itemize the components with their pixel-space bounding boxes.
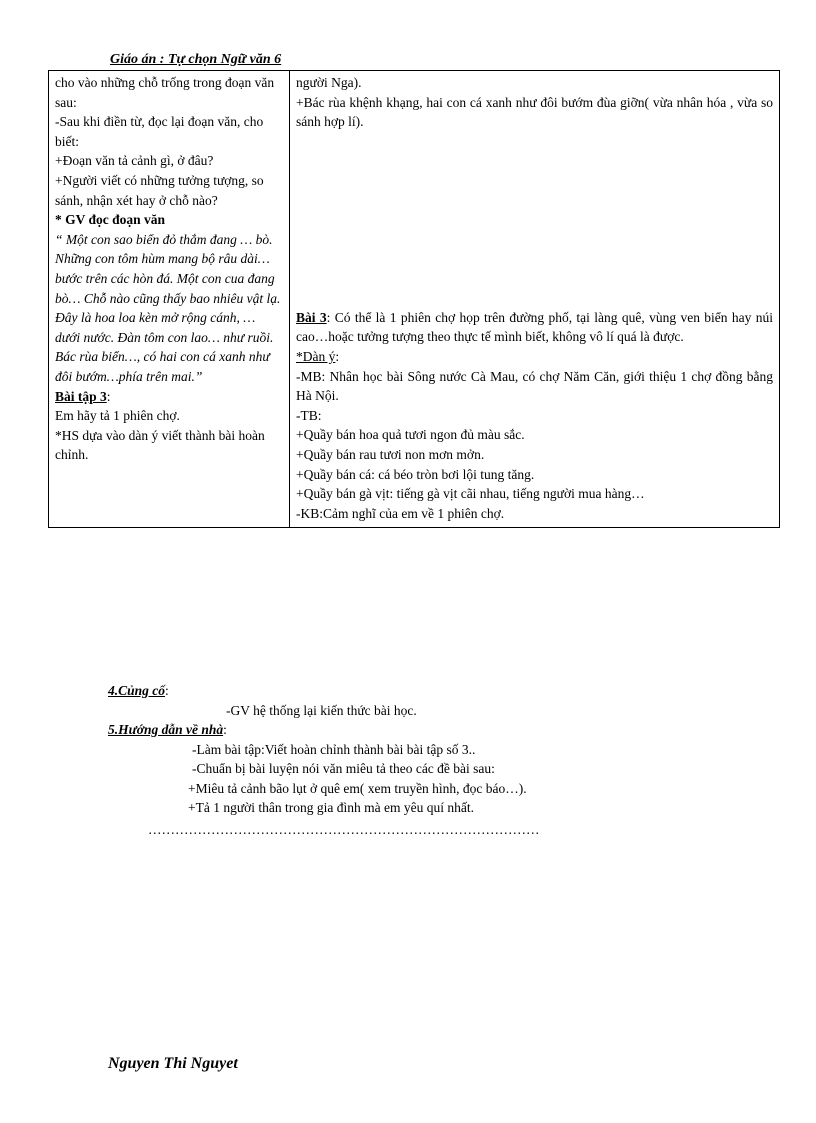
- outline-item: -KB:Cảm nghĩ của em về 1 phiên chợ.: [296, 505, 505, 521]
- table-row: [49, 71, 780, 528]
- passage-text: “ Một con sao biển đỏ thắm đang … bò. Những con tôm hùm mang bộ râu dài… bước trên các hòn đá. Một con cua đang bò… Chỗ nào cũng thấy bao nhiêu vật lạ. Đây là hoa loa kèn mở rộng cánh, … dưới nước. Đàn tôm con lao… như ruồi. Bác rùa biển…, có hai con cá xanh như đôi bướm…phía trên mai.”: [55, 231, 281, 384]
- answer-line: +Bác rùa khệnh khạng, hai con cá xanh như đôi bướm đùa giỡn( vừa nhân hóa , vừa so sánh hợp lí).: [296, 94, 773, 130]
- bai3-label: Bài 3: [296, 309, 327, 325]
- outline-item: -MB: Nhân học bài Sông nước Cà Mau, có chợ Năm Căn, giới thiệu 1 chợ đồng bằng Hà Nội.: [296, 368, 773, 404]
- instruction-line: -Sau khi điền từ, đọc lại đoạn văn, cho biết:: [55, 114, 264, 149]
- outline-item: +Quầy bán hoa quả tươi ngon đủ màu sắc.: [296, 427, 525, 443]
- homework-item: +Miêu tả cảnh bão lụt ở quê em( xem truyền hình, đọc báo…).: [188, 781, 527, 796]
- outline-item: +Quầy bán rau tươi non mơn mởn.: [296, 446, 485, 462]
- answer-line: người Nga).: [296, 75, 362, 90]
- task-line: *HS dựa vào dàn ý viết thành bài hoàn chỉnh.: [55, 427, 265, 463]
- outline-item: +Quầy bán gà vịt: tiếng gà vịt cãi nhau, tiếng người mua hàng…: [296, 486, 645, 502]
- outline-item: +Quầy bán cá: cá béo tròn bơi lội tung tăng.: [296, 466, 535, 482]
- question-line: +Người viết có những tưởng tượng, so sánh, nhận xét hay ở chỗ nào?: [55, 172, 264, 208]
- instruction-line: cho vào những chỗ trống trong đoạn văn sau:: [55, 75, 275, 110]
- homework-title: 5.Hướng dẫn về nhà: [108, 722, 224, 737]
- homework-heading: [108, 720, 227, 740]
- consolidation-title: 4.Củng cố: [108, 683, 166, 698]
- consolidation-text: -GV hệ thống lại kiến thức bài học.: [226, 703, 417, 718]
- exercise-label: Bài tập 3: [55, 388, 107, 404]
- consolidation-heading: [108, 681, 169, 701]
- bai3-paragraph: [296, 308, 773, 347]
- outline-label: *Dàn ý: [296, 348, 336, 364]
- outline-heading: [296, 347, 773, 367]
- author-name: Nguyen Thi Nguyet: [108, 1055, 238, 1072]
- task-line: Em hãy tả 1 phiên chợ.: [55, 408, 180, 424]
- content-column: [290, 71, 780, 528]
- homework-item: -Chuẩn bị bài luyện nói văn miêu tả theo các đề bài sau:: [192, 761, 495, 776]
- question-line: +Đoạn văn tả cảnh gì, ở đâu?: [55, 153, 214, 169]
- homework-item: -Làm bài tập:Viết hoàn chỉnh thành bài bài tập số 3..: [192, 742, 476, 757]
- homework-item: +Tả 1 người thân trong gia đình mà em yêu quí nhất.: [188, 800, 475, 815]
- outline-item: -TB:: [296, 407, 322, 423]
- document-header: Giáo án : Tự chọn Ngữ văn 6: [110, 52, 282, 67]
- exercise-colon: :: [106, 388, 111, 404]
- bai3-text: : Có thể là 1 phiên chợ họp trên đường phố, tại làng quê, vùng ven biển hay núi cao…hoặc tưởng tượng theo thực tế mình biết, không vô lí quá là được.: [296, 309, 773, 345]
- blank-space: [296, 132, 773, 308]
- teacher-activity-column: [49, 71, 290, 528]
- consolidation-colon: :: [165, 683, 169, 698]
- gv-read-heading: * GV đọc đoạn văn: [55, 212, 166, 228]
- exercise-heading: [55, 387, 283, 407]
- outline-colon: :: [335, 348, 340, 364]
- lesson-table: [48, 70, 780, 528]
- dotted-separator: ……………………………………………………………………………: [148, 822, 540, 837]
- homework-colon: :: [223, 722, 227, 737]
